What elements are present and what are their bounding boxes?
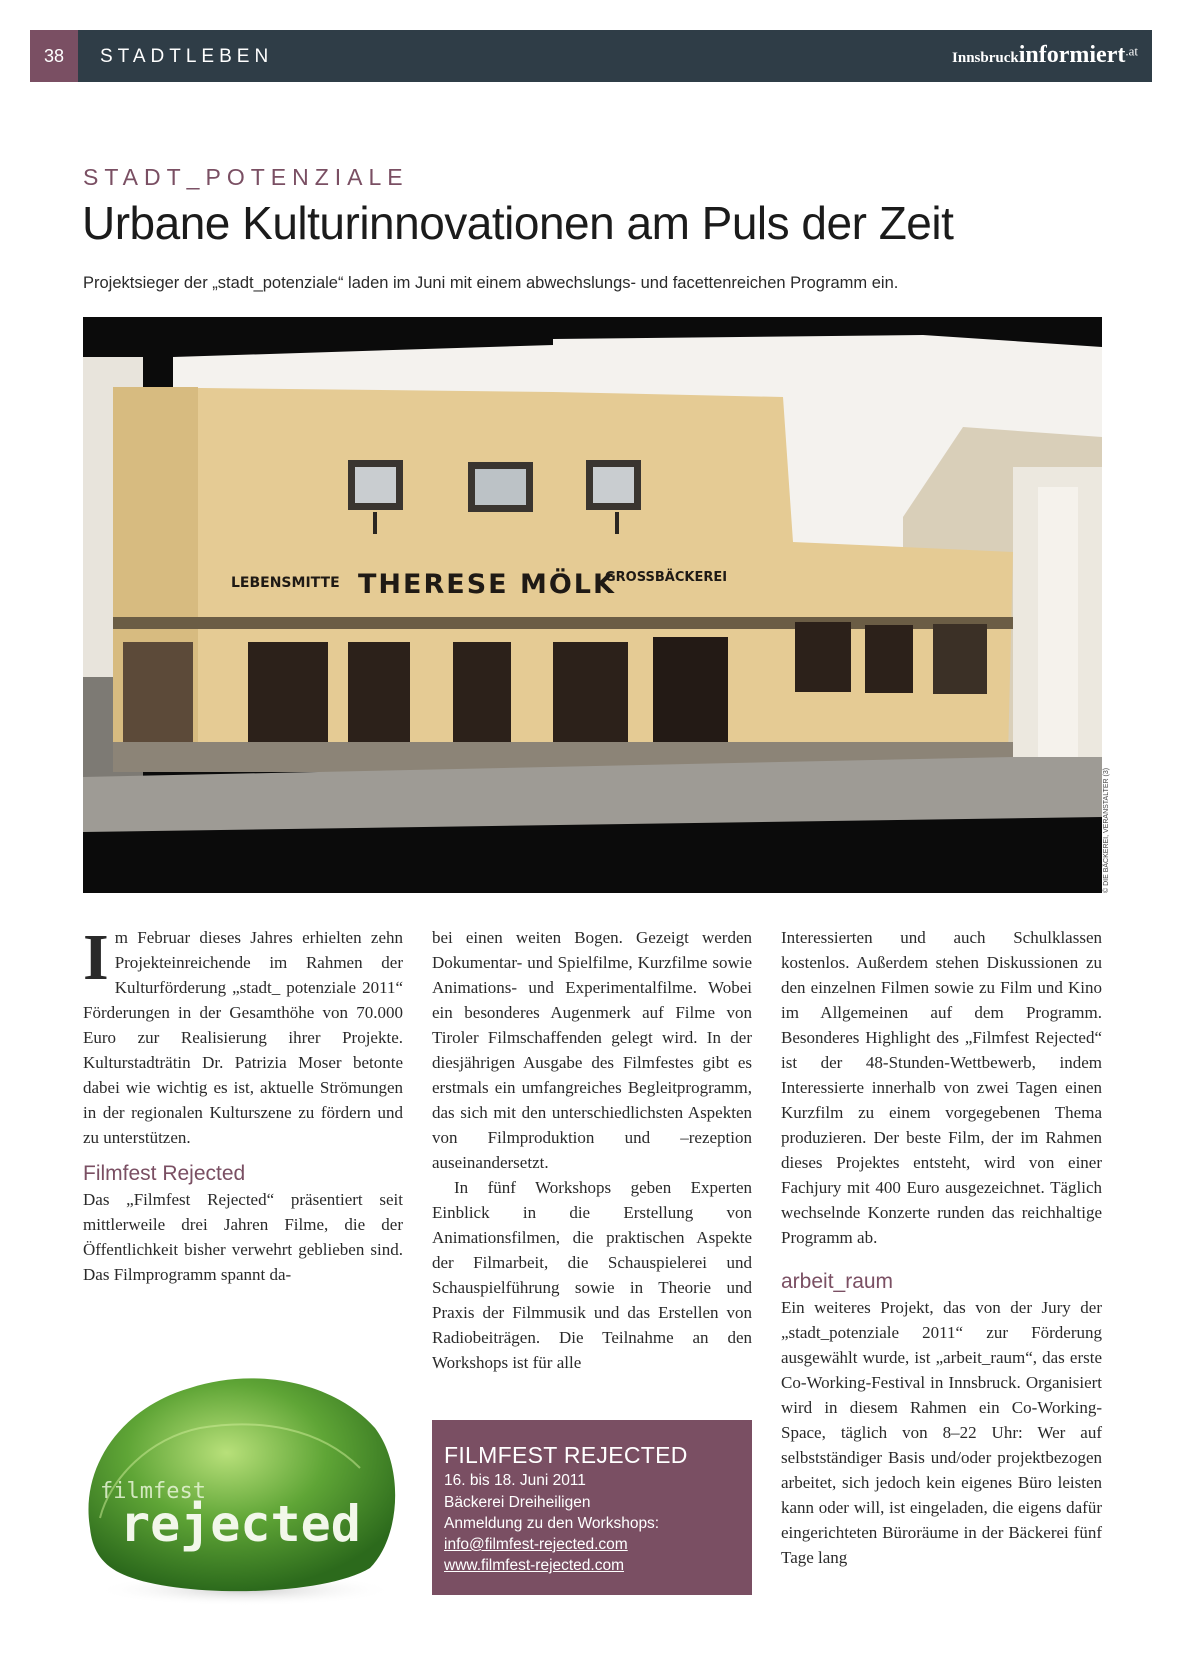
event-infobox xyxy=(432,1420,752,1595)
brand-city: Innsbruck xyxy=(952,50,1019,66)
moss-logo-icon xyxy=(80,1358,405,1608)
paragraph-highlight: Interessierten und auch Schulklassen kostenlos. Außerdem stehen Diskussionen zu den einzelnen Filmen sowie zu Film und Kino im Allgemeinen auf dem Programm. Besonderes Highlight des „Filmfest Rejected“ ist der 48-Stunden-Wettbewerb, indem Interessierte innerhalb von zwei Tagen einen Kurzfilm zu einem vorgegebenen Thema produzieren. Der beste Film, der im Rahmen dieses Projektes entsteht, wird von einer Fachjury mit 400 Euro ausgezeichnet. Täglich wechselnde Konzerte runden das reichhaltige Programm ab. xyxy=(781,928,1102,1247)
text-column-2 xyxy=(432,925,752,1375)
section-name: STADTLEBEN xyxy=(100,46,274,67)
photo-credit: © DIE BÄCKEREI, VERANSTALTER (3) xyxy=(1103,767,1110,893)
page-number: 38 xyxy=(30,30,78,82)
page-header xyxy=(30,30,1152,82)
text-column-3 xyxy=(781,925,1102,1570)
drop-cap: I xyxy=(83,921,109,994)
paragraph-arbeit-raum: Ein weiteres Projekt, das von der Jury der „stadt_potenziale 2011“ zur Förderung ausgewählt wurde, ist „arbeit_raum“, das erste Co-Working-Festival in Innsbruck. Organisiert wird in diesem Rahmen ein Co-Working-Space, täglich von 8–22 Uhr: Wer auf selbstständiger Basis und/oder projektbezogen arbeitet, sich jedoch kein eigenes Büro leisten kann oder will, ist eingeladen, die eigens dafür eingerichteten Büroräume in der Bäckerei fünf Tage lang xyxy=(781,1298,1102,1567)
bakery-building-illustration xyxy=(83,317,1102,893)
infobox-date: 16. bis 18. Juni 2011 xyxy=(444,1472,586,1489)
sign-left: LEBENSMITTE xyxy=(231,575,340,591)
logo-big-text: rejected xyxy=(120,1495,361,1553)
paragraph-program: bei einen weiten Bogen. Gezeigt werden Dokumentar- und Spielfilme, Kurzfilme sowie Animations- und Experimentalfilme. Wobei ein besonderes Augenmerk auf Filme von Tiroler Filmschaffenden gelegt wird. In der diesjährigen Ausgabe des Filmfestes gibt es erstmals ein umfangreiches Begleitprogramm, das sich mit den unterschiedlichsten Aspekten von Filmproduktion und –rezeption auseinandersetzt. xyxy=(432,928,752,1172)
brand-logo xyxy=(952,42,1138,69)
sign-center: THERESE MÖLK xyxy=(358,569,616,600)
infobox-title: FILMFEST REJECTED xyxy=(444,1442,688,1468)
infobox-website-link[interactable]: www.filmfest-rejected.com xyxy=(444,1557,625,1574)
brand-main: informiert xyxy=(1018,42,1126,68)
subhead-arbeit-raum: arbeit_raum xyxy=(781,1270,894,1293)
sign-right: GROSSBÄCKEREI xyxy=(605,570,728,585)
intro-text: m Februar dieses Jahres erhielten zehn Projekteinreichende im Rahmen der Kulturförderung „stadt_ potenziale 2011“ Förderungen in der Gesamthöhe von 70.000 Euro zur Realisierung ihrer Projekte. Kulturstadträtin Dr. Patrizia Moser betonte dabei wie wichtig es ist, aktuelle Strömungen in der regionalen Kulturszene zu fördern und zu unterstützen. xyxy=(83,928,403,1147)
moss-logo xyxy=(80,1358,405,1608)
infobox-email-link[interactable]: info@filmfest-rejected.com xyxy=(444,1536,628,1553)
article-kicker: STADT_POTENZIALE xyxy=(83,164,409,190)
article-headline: Urbane Kulturinnovationen am Puls der Zeit xyxy=(82,197,954,249)
infobox-registration: Anmeldung zu den Workshops: xyxy=(444,1515,660,1532)
article-lead: Projektsieger der „stadt_potenziale“ laden im Juni mit einem abwechslungs- und facettenreichen Programm ein. xyxy=(83,274,899,292)
paragraph-workshops: In fünf Workshops geben Experten Einblick in die Erstellung von Animationsfilmen, die praktischen Aspekte der Filmarbeit, die Schauspielerei und Schauspielführung sowie in Theorie und Praxis der Filmmusik und das Erstellen von Radiobeiträgen. Die Teilnahme an den Workshops ist für alle xyxy=(432,1178,752,1372)
paragraph-filmfest: Das „Filmfest Rejected“ präsentiert seit mittlerweile drei Jahren Filme, die der Öffentlichkeit bisher verwehrt geblieben sind. Das Filmprogramm spannt da- xyxy=(83,1190,403,1284)
brand-tld: .at xyxy=(1125,43,1138,59)
logo-small-text: filmfest xyxy=(100,1479,206,1504)
intro-paragraph xyxy=(83,921,403,1150)
article-photo xyxy=(83,317,1102,893)
subhead-filmfest: Filmfest Rejected xyxy=(83,1162,246,1185)
text-column-1 xyxy=(83,921,403,1287)
infobox-venue: Bäckerei Dreiheiligen xyxy=(444,1494,591,1511)
